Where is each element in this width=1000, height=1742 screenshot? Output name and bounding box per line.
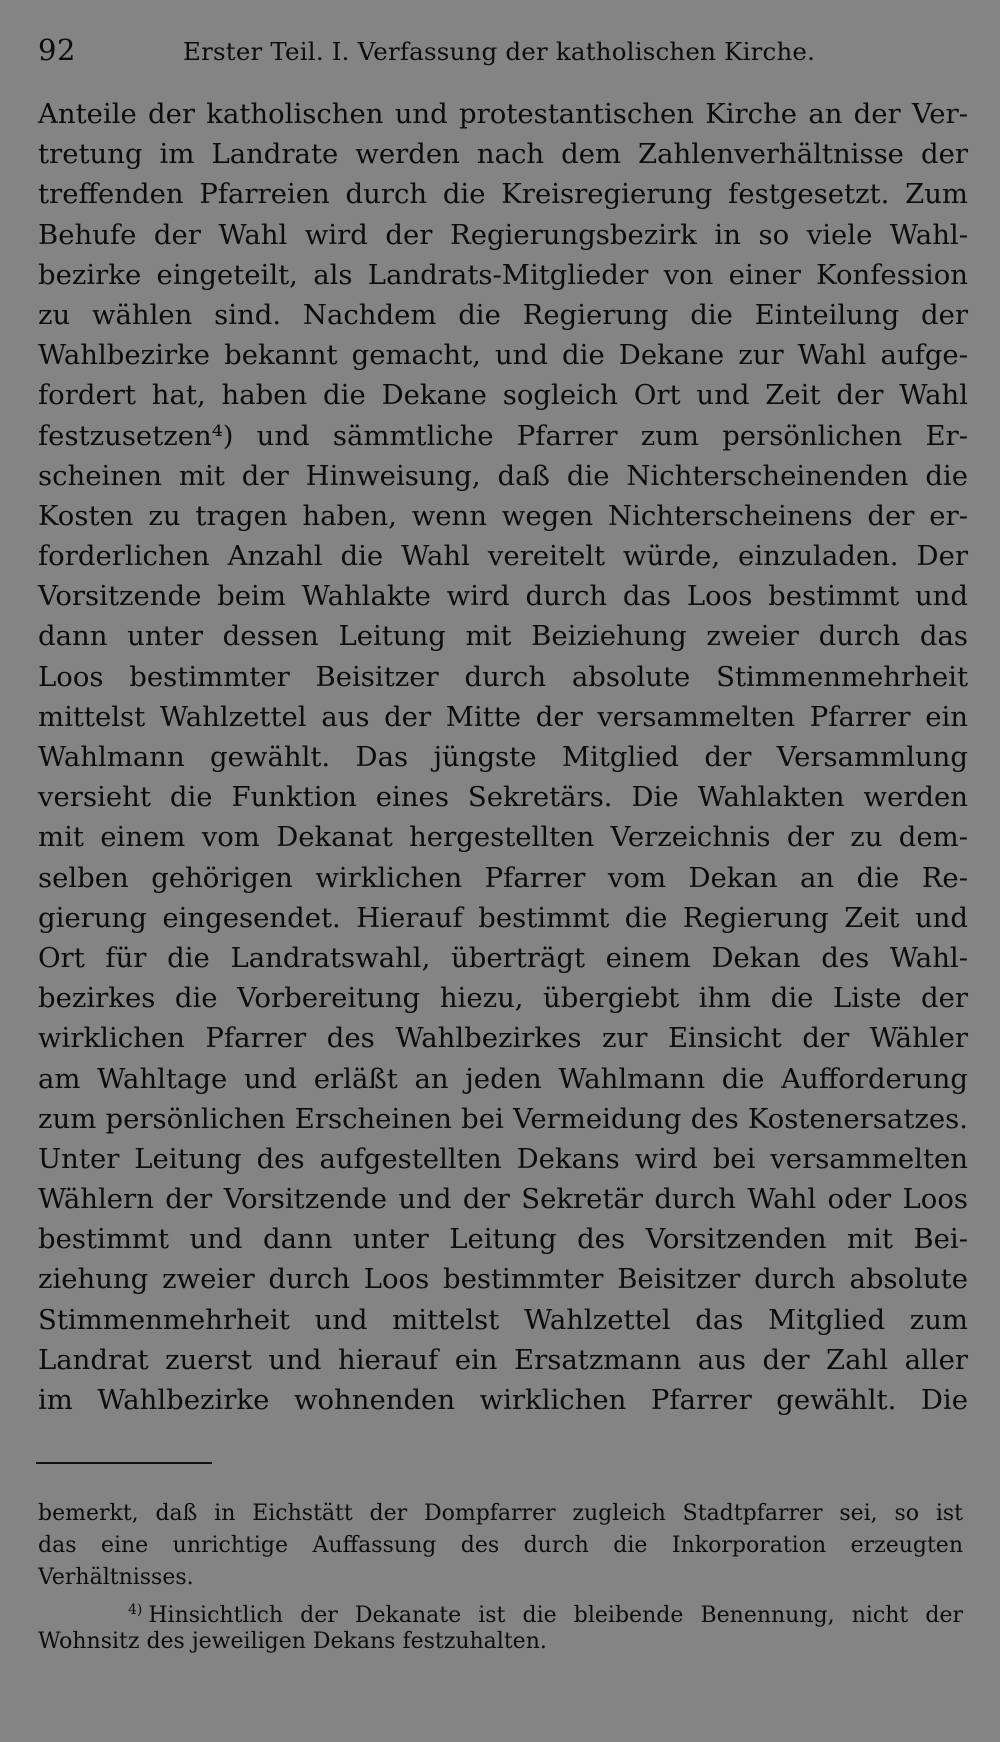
text-line: scheinen mit der Hinweisung, daß die Nichterscheinenden die <box>38 459 968 492</box>
text-line: ziehung zweier durch Loos bestimmter Beisitzer durch absolute <box>38 1263 968 1296</box>
text-line: dann unter dessen Leitung mit Beiziehung zweier durch das <box>38 620 968 653</box>
text-line: bezirkes die Vorbereitung hiezu, übergiebt ihm die Liste der <box>38 982 968 1015</box>
text-line: festzusetzen⁴) und sämmtliche Pfarrer zum persönlichen Er- <box>38 419 968 452</box>
text-line: Wahlmann gewählt. Das jüngste Mitglied der Versammlung <box>38 741 968 773</box>
text-line: versieht die Funktion eines Sekretärs. Die Wahlakten werden <box>38 781 968 814</box>
text-line: wirklichen Pfarrer des Wahlbezirkes zur Einsicht der Wähler <box>38 1022 968 1055</box>
text-line: treffenden Pfarreien durch die Kreisregierung festgesetzt. Zum <box>38 178 968 211</box>
text-line: Stimmenmehrheit und mittelst Wahlzettel das Mitglied zum <box>38 1303 968 1336</box>
footnote-marker: 4) <box>128 1602 143 1618</box>
text-line: Behufe der Wahl wird der Regierungsbezirk in so viele Wahl- <box>38 218 968 251</box>
text-line: selben gehörigen wirklichen Pfarrer vom Dekan an die Re- <box>38 861 968 894</box>
text-line: Kosten zu tragen haben, wenn wegen Nichterscheinens der er- <box>38 499 968 532</box>
text-line: Loos bestimmter Beisitzer durch absolute Stimmenmehrheit <box>38 660 968 693</box>
main-text <box>38 94 968 1420</box>
footnote-continued-line: Verhältnisses. <box>38 1565 194 1590</box>
running-head <box>38 28 968 72</box>
text-line: bezirke eingeteilt, als Landrats-Mitglieder von einer Konfession <box>38 258 968 291</box>
text-line: Wählern der Vorsitzende und der Sekretär durch Wahl oder Loos <box>38 1183 968 1216</box>
text-line: gierung eingesendet. Hierauf bestimmt die Regierung Zeit und <box>38 901 968 934</box>
text-line: forderlichen Anzahl die Wahl vereitelt würde, einzuladen. Der <box>38 540 968 573</box>
footnote-divider <box>36 1462 212 1464</box>
page-number: 92 <box>38 33 76 67</box>
text-line: im Wahlbezirke wohnenden wirklichen Pfarrer gewählt. Die <box>38 1384 968 1416</box>
footnote-continued-line: das eine unrichtige Auffassung des durch die Inkorporation erzeugten <box>38 1533 963 1558</box>
text-line: bestimmt und dann unter Leitung des Vorsitzenden mit Bei- <box>38 1223 968 1256</box>
text-line: zu wählen sind. Nachdem die Regierung die Einteilung der <box>38 298 968 331</box>
text-line: Vorsitzende beim Wahlakte wird durch das Loos bestimmt und <box>38 580 968 613</box>
text-line: Unter Leitung des aufgestellten Dekans wird bei versammelten <box>38 1142 968 1175</box>
text-line: Ort für die Landratswahl, überträgt einem Dekan des Wahl- <box>38 941 968 974</box>
footnote-4-line <box>38 1594 963 1626</box>
footnotes <box>38 1498 963 1658</box>
text-line: tretung im Landrate werden nach dem Zahlenverhältnisse der <box>38 138 968 171</box>
text-line: Wahlbezirke bekannt gemacht, und die Dekane zur Wahl aufge- <box>38 339 968 372</box>
footnote-4-line: Wohnsitz des jeweiligen Dekans festzuhalten. <box>38 1629 547 1654</box>
text-line: zum persönlichen Erscheinen bei Vermeidung des Kostenersatzes. <box>38 1102 968 1135</box>
text-line: fordert hat, haben die Dekane sogleich Ort und Zeit der Wahl <box>38 379 968 412</box>
running-head-title: Erster Teil. I. Verfassung der katholischen Kirche. <box>183 37 816 66</box>
text-line: am Wahltage und erläßt an jeden Wahlmann die Aufforderung <box>38 1062 968 1095</box>
footnote-4-text: Hinsichtlich der Dekanate ist die bleibende Benennung, nicht der <box>148 1603 963 1628</box>
text-line: mit einem vom Dekanat hergestellten Verzeichnis der zu dem- <box>38 821 968 854</box>
footnote-continued-line: bemerkt, daß in Eichstätt der Dompfarrer zugleich Stadtpfarrer sei, so ist <box>38 1501 963 1526</box>
text-line: Landrat zuerst und hierauf ein Ersatzmann aus der Zahl aller <box>38 1343 968 1376</box>
text-line: mittelst Wahlzettel aus der Mitte der versammelten Pfarrer ein <box>38 700 968 733</box>
text-line: Anteile der katholischen und protestantischen Kirche an der Ver- <box>38 98 968 130</box>
